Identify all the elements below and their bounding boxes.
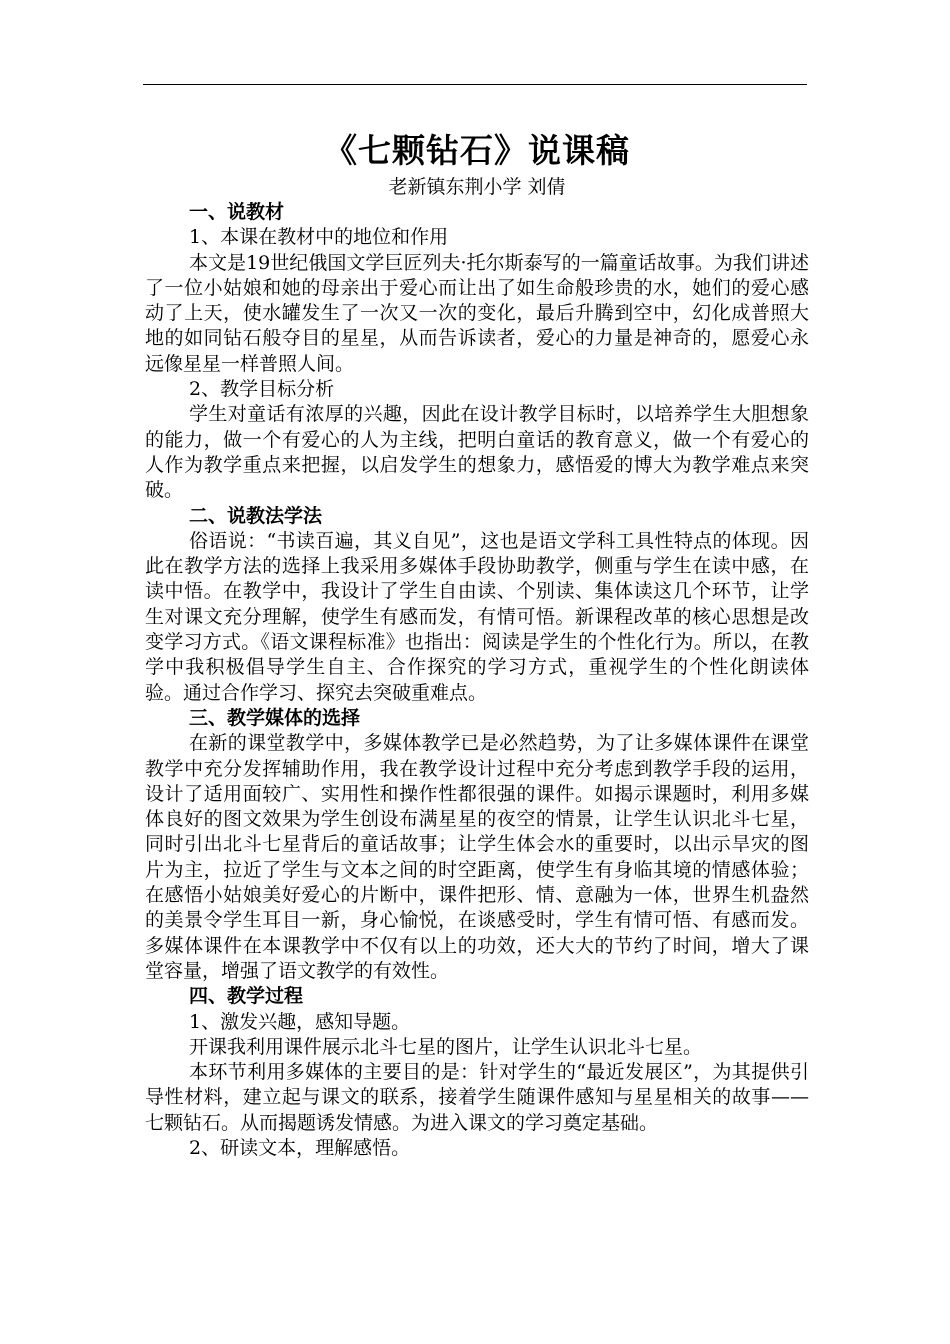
paragraph: 本环节利用多媒体的主要目的是：针对学生的“最近发展区”，为其提供引导性材料，建立起与课文的联系，接着学生随课件感知与星星相关的故事——七颗钻石。从而揭题诱发情感。为进入课文的学习奠定基础。 [145,1061,809,1134]
section-heading: 三、教学媒体的选择 [189,706,361,729]
subsection-heading: 1、本课在教材中的地位和作用 [189,226,449,249]
document-page [145,128,809,1161]
paragraph: 本文是19世纪俄国文学巨匠列夫·托尔斯泰写的一篇童话故事。为我们讲述了一位小姑娘和她的母亲出于爱心而让出了如生命般珍贵的水，她们的爱心感动了上天，使水罐发生了一次又一次的变化，最后升腾到空中，幻化成普照大地的如同钻石般夺目的星星，从而告诉读者，爱心的力量是神奇的，愿爱心永远像星星一样普照人间。 [145,251,809,375]
header-rule [143,84,807,85]
paragraph: 开课我利用课件展示北斗七星的图片，让学生认识北斗七星。 [189,1035,703,1058]
paragraph: 俗语说：“书读百遍，其义自见”，这也是语文学科工具性特点的体现。因此在教学方法的选择上我采用多媒体手段协助教学，侧重与学生在读中感，在读中悟。在教学中，我设计了学生自由读、个别读、集体读这几个环节，让学生对课文充分理解，使学生有感而发，有情可悟。新课程改革的核心思想是改变学习方式。《语文课程标准》也指出：阅读是学生的个性化行为。所以，在教学中我积极倡导学生自主、合作探究的学习方式，重视学生的个性化朗读体验。通过合作学习、探究去突破重难点。 [145,529,809,704]
author-line: 老新镇东荆小学 刘倩 [388,176,566,198]
document-body [145,200,809,1161]
subsection-heading: 2、研读文本，理解感悟。 [189,1136,411,1159]
section-heading: 四、教学过程 [189,985,304,1008]
subsection-heading: 1、激发兴趣，感知导题。 [189,1010,411,1033]
subsection-heading: 2、教学目标分析 [189,378,335,401]
paragraph: 在新的课堂教学中，多媒体教学已是必然趋势，为了让多媒体课件在课堂教学中充分发挥辅助作用，我在教学设计过程中充分考虑到教学手段的运用，设计了适用面较广、实用性和操作性都很强的课件。如揭示课题时，利用多媒体良好的图文效果为学生创设布满星星的夜空的情景，让学生认识北斗七星，同时引出北斗七星背后的童话故事；让学生体会水的重要时，以出示旱灾的图片为主，拉近了学生与文本之间的时空距离，使学生有身临其境的情感体验；在感悟小姑娘美好爱心的片断中，课件把形、情、意融为一体，世界生机盎然的美景令学生耳目一新，身心愉悦，在谈感受时，学生有情可悟、有感而发。多媒体课件在本课教学中不仅有以上的功效，还大大的节约了时间，增大了课堂容量，增强了语文教学的有效性。 [145,732,809,982]
document-title: 《七颗钻石》说课稿 [324,131,630,170]
section-heading: 二、说教法学法 [189,504,323,527]
paragraph: 学生对童话有浓厚的兴趣，因此在设计教学目标时，以培养学生大胆想象的能力，做一个有爱心的人为主线，把明白童话的教育意义，做一个有爱心的人作为教学重点来把握，以启发学生的想象力，感悟爱的博大为教学难点来突破。 [145,403,809,502]
section-heading: 一、说教材 [189,201,285,223]
